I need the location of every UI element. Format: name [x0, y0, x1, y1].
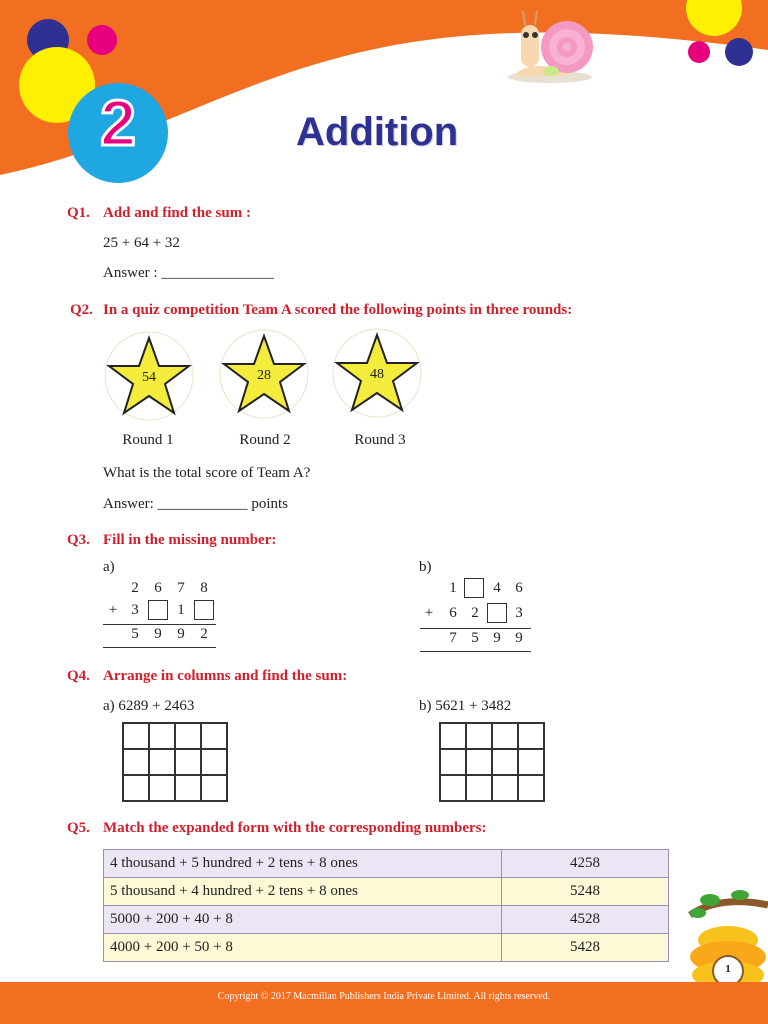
q4-label: Q4. — [67, 668, 90, 684]
footer-bar — [0, 982, 768, 1024]
page-number: 1 — [725, 963, 731, 975]
q3a-plus-sign: + — [108, 602, 118, 618]
q3b-top-digit: 4 — [493, 580, 501, 596]
q3b-second-digit: 2 — [471, 605, 479, 621]
q3-label: Q3. — [67, 532, 90, 548]
q3a-top-digit: 8 — [200, 580, 208, 596]
q4a-answer-grid[interactable] — [122, 722, 228, 802]
q3b-bottom-line — [420, 651, 531, 652]
round-2-star — [218, 328, 310, 420]
q3b-label: b) — [419, 559, 432, 575]
q3b-plus-sign: + — [424, 605, 434, 621]
round-1-label: Round 1 — [122, 432, 174, 448]
table-row — [104, 906, 669, 934]
q3a-top-digit: 7 — [177, 580, 185, 596]
q3a-result-digit: 9 — [154, 626, 162, 642]
round-2-label: Round 2 — [239, 432, 291, 448]
q3a-top-digit: 6 — [154, 580, 162, 596]
round-1-star — [103, 330, 195, 422]
expanded-form-cell[interactable]: 5000 + 200 + 40 + 8 — [104, 906, 502, 934]
copyright-notice: Copyright © 2017 Macmillan Publishers India Private Limited. All rights reserved. — [217, 991, 551, 1002]
q3b-second-digit: 6 — [449, 605, 457, 621]
q3a-missing-box[interactable] — [194, 600, 214, 620]
table-row — [104, 850, 669, 878]
round-1-score: 54 — [142, 370, 156, 385]
q3b-result-digit: 9 — [515, 630, 523, 646]
q3b-top-digit: 1 — [449, 580, 457, 596]
beehive-illustration — [680, 885, 768, 995]
number-cell[interactable]: 5428 — [502, 934, 669, 962]
q3b-result-digit: 7 — [449, 630, 457, 646]
q3b-result-digit: 5 — [471, 630, 479, 646]
q3a-sum-line — [103, 624, 216, 625]
q3a-missing-box[interactable] — [148, 600, 168, 620]
chapter-number: 2 — [100, 87, 136, 159]
table-row — [104, 934, 669, 962]
snail-illustration — [505, 5, 600, 85]
q3-prompt: Fill in the missing number: — [103, 532, 277, 548]
round-3-label: Round 3 — [354, 432, 406, 448]
round-3-star — [331, 327, 423, 419]
number-cell[interactable]: 5248 — [502, 878, 669, 906]
q3b-top-digit: 6 — [515, 580, 523, 596]
table-row — [104, 878, 669, 906]
q4a-expression: a) 6289 + 2463 — [103, 698, 195, 714]
expanded-form-cell[interactable]: 5 thousand + 4 hundred + 2 tens + 8 ones — [104, 878, 502, 906]
q3a-second-digit: 3 — [131, 602, 139, 618]
q1-prompt: Add and find the sum : — [103, 205, 251, 221]
q3b-result-digit: 9 — [493, 630, 501, 646]
q3a-result-digit: 5 — [131, 626, 139, 642]
expanded-form-cell[interactable]: 4000 + 200 + 50 + 8 — [104, 934, 502, 962]
q3a-label: a) — [103, 559, 115, 575]
q1-answer-line[interactable]: Answer : _______________ — [103, 265, 274, 281]
q5-match-table — [103, 849, 669, 962]
q1-expression: 25 + 64 + 32 — [103, 235, 180, 251]
q3b-sum-line — [420, 628, 531, 629]
q3b-missing-box[interactable] — [487, 603, 507, 623]
q4b-answer-grid[interactable] — [439, 722, 545, 802]
q4-prompt: Arrange in columns and find the sum: — [103, 668, 348, 684]
q3a-result-digit: 2 — [200, 626, 208, 642]
q5-prompt: Match the expanded form with the corresponding numbers: — [103, 820, 487, 836]
q5-label: Q5. — [67, 820, 90, 836]
q3a-second-digit: 1 — [177, 602, 185, 618]
q3a-top-digit: 2 — [131, 580, 139, 596]
q3a-bottom-line — [103, 647, 216, 648]
q3b-missing-box[interactable] — [464, 578, 484, 598]
number-cell[interactable]: 4528 — [502, 906, 669, 934]
page-title: Addition — [296, 110, 459, 154]
expanded-form-cell[interactable]: 4 thousand + 5 hundred + 2 tens + 8 ones — [104, 850, 502, 878]
q2-label: Q2. — [70, 302, 93, 318]
q2-answer-line[interactable]: Answer: ____________ points — [103, 496, 288, 512]
round-3-score: 48 — [370, 367, 384, 382]
number-cell[interactable]: 4258 — [502, 850, 669, 878]
q2-question: What is the total score of Team A? — [103, 465, 311, 481]
round-2-score: 28 — [257, 368, 271, 383]
q4b-expression: b) 5621 + 3482 — [419, 698, 512, 714]
q1-label: Q1. — [67, 205, 90, 221]
q3b-second-digit: 3 — [515, 605, 523, 621]
q2-prompt: In a quiz competition Team A scored the following points in three rounds: — [103, 302, 573, 318]
q3a-result-digit: 9 — [177, 626, 185, 642]
